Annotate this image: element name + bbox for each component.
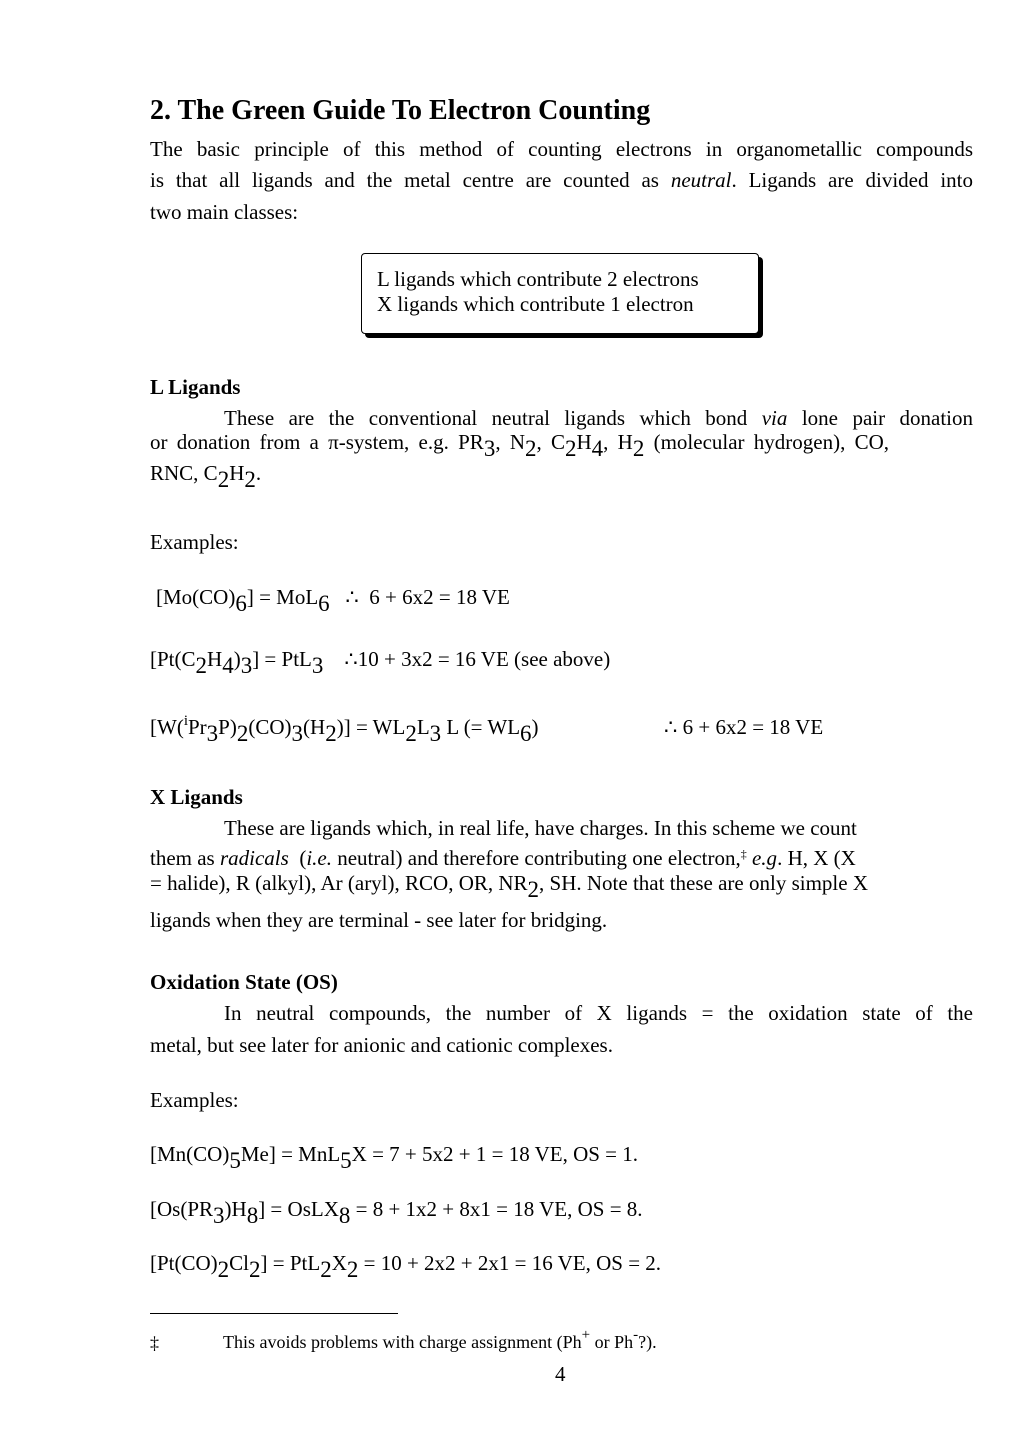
section-title: 2. The Green Guide To Electron Counting (150, 95, 651, 126)
l-ligands-line-1: These are the conventional neutral ligands which bond via lone pair donation (224, 406, 974, 430)
x-ligands-line-4: ligands when they are terminal - see later for bridging. (150, 908, 608, 932)
example-w-complex: [W($^i$Pr3P)2(CO)3(H2)] = WL2L3 L (= WL6) (150, 713, 539, 746)
l-ligands-line-3: RNC, C2H2. (150, 461, 262, 492)
page-number: 4 (555, 1362, 566, 1386)
examples-label-1: Examples: (150, 530, 239, 554)
x-ligands-heading: X Ligands (150, 785, 243, 809)
intro-line-2: is that all ligands and the metal centre are counted as neutral. Ligands are divided into (150, 168, 974, 192)
footnote-rule (150, 1313, 398, 1314)
example-pt-cl: [Pt(CO)2Cl2] = PtL2X2 = 10 + 2x2 + 2x1 = 16 VE, OS = 2. (150, 1251, 662, 1282)
l-ligands-heading: L Ligands (150, 375, 241, 399)
example-w-complex-count: ∴ 6 + 6x2 = 18 VE (664, 715, 824, 739)
example-mn: [Mn(CO)5Me] = MnL5X = 7 + 5x2 + 1 = 18 VE, OS = 1. (150, 1142, 639, 1173)
examples-label-2: Examples: (150, 1088, 239, 1112)
x-ligands-line-3: = halide), R (alkyl), Ar (aryl), RCO, OR, NR2, SH. Note that these are only simple X (150, 871, 868, 902)
footnote-mark: ‡ (150, 1333, 159, 1353)
intro-line-3: two main classes: (150, 200, 299, 224)
intro-line-1: The basic principle of this method of counting electrons in organometallic compounds (150, 137, 973, 161)
example-pt-c2h4: [Pt(C2H4)3] = PtL3 ∴10 + 3x2 = 16 VE (see above) (150, 647, 611, 678)
oxidation-line-1: In neutral compounds, the number of X ligands = the oxidation state of the (224, 1001, 973, 1025)
oxidation-state-heading: Oxidation State (OS) (150, 970, 338, 994)
example-os: [Os(PR3)H8] = OsLX8 = 8 + 1x2 + 8x1 = 18 VE, OS = 8. (150, 1197, 643, 1228)
box-line-x: X ligands which contribute 1 electron (377, 292, 694, 316)
footnote-text: This avoids problems with charge assignment (Ph+ or Ph-?). (223, 1327, 657, 1352)
oxidation-line-2: metal, but see later for anionic and cationic complexes. (150, 1033, 613, 1057)
l-ligands-line-2: or donation from a π-system, e.g. PR3, N2, C2H4, H2 (molecular hydrogen), CO, (150, 430, 890, 461)
example-mo-co6: [Mo(CO)6] = MoL6 ∴ 6 + 6x2 = 18 VE (156, 585, 510, 616)
x-ligands-line-2: them as radicals (i.e. neutral) and therefore contributing one electron,‡ e.g. H, X (X (150, 846, 856, 870)
ligand-classes-box (361, 253, 759, 334)
x-ligands-line-1: These are ligands which, in real life, have charges. In this scheme we count (224, 816, 857, 840)
box-line-l: L ligands which contribute 2 electrons (377, 267, 699, 291)
